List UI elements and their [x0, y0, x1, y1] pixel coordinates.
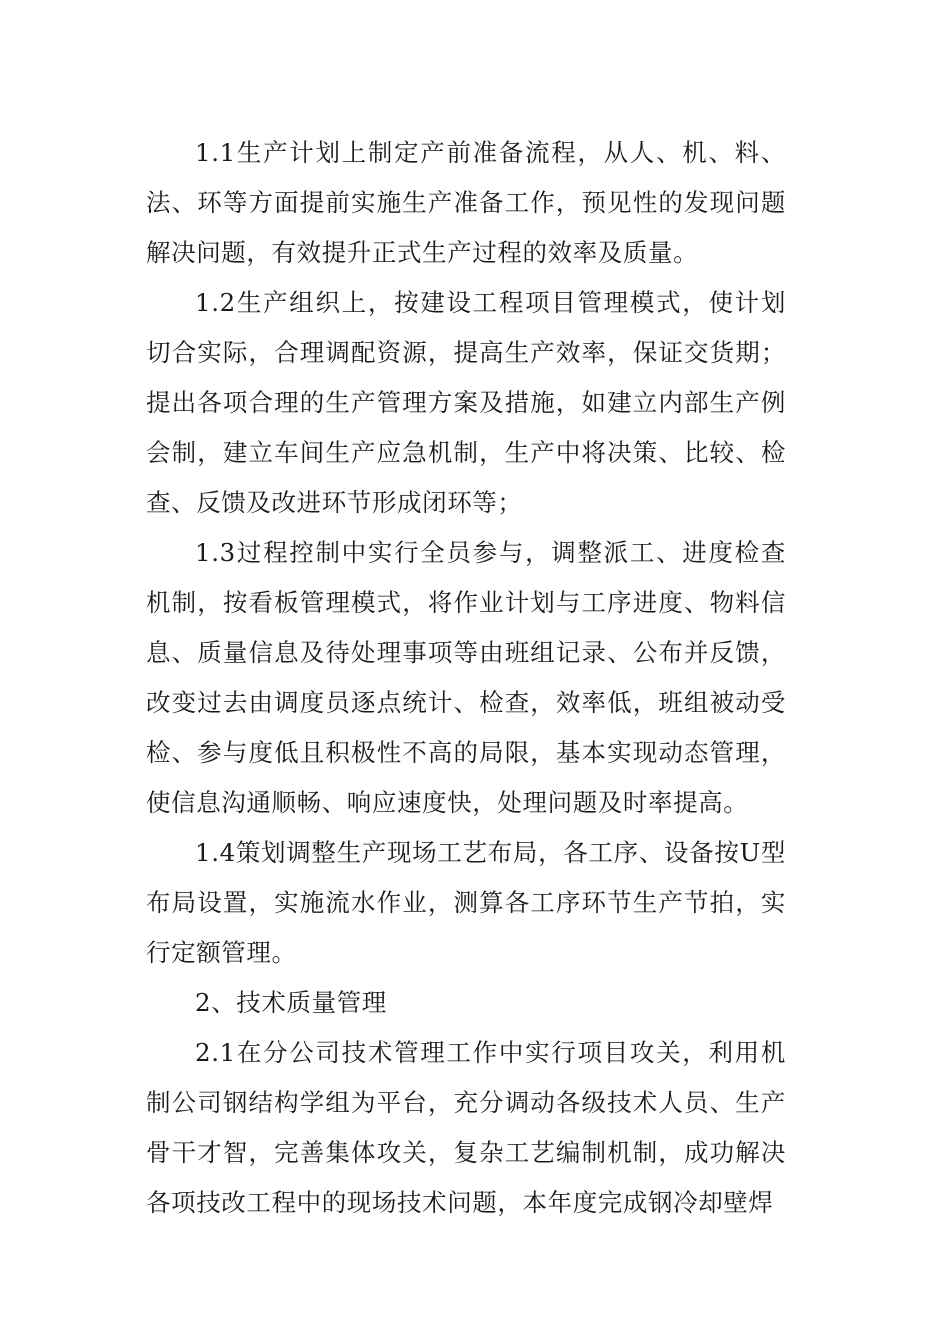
document-body: [146, 128, 786, 1228]
paragraph-2-1: 2.1在分公司技术管理工作中实行项目攻关，利用机制公司钢结构学组为平台，充分调动各级技术人员、生产骨干才智，完善集体攻关，复杂工艺编制机制，成功解决各项技改工程中的现场技术问题，本年度完成钢冷却壁焊: [146, 1038, 786, 1217]
paragraph-1-2: 1.2生产组织上，按建设工程项目管理模式，使计划切合实际，合理调配资源，提高生产效率，保证交货期；提出各项合理的生产管理方案及措施，如建立内部生产例会制，建立车间生产应急机制，生产中将决策、比较、检查、反馈及改进环节形成闭环等；: [146, 288, 786, 517]
paragraph-1-1: 1.1生产计划上制定产前准备流程，从人、机、料、法、环等方面提前实施生产准备工作，预见性的发现问题解决问题，有效提升正式生产过程的效率及质量。: [146, 138, 786, 267]
section-heading-2: 2、技术质量管理: [195, 988, 387, 1017]
paragraph-1-4: 1.4策划调整生产现场工艺布局，各工序、设备按U型布局设置，实施流水作业，测算各工序环节生产节拍，实行定额管理。: [146, 838, 786, 967]
paragraph-1-3: 1.3过程控制中实行全员参与，调整派工、进度检查机制，按看板管理模式，将作业计划与工序进度、物料信息、质量信息及待处理事项等由班组记录、公布并反馈，改变过去由调度员逐点统计、检查，效率低，班组被动受检、参与度低且积极性不高的局限，基本实现动态管理，使信息沟通顺畅、响应速度快，处理问题及时率提高。: [146, 538, 786, 817]
